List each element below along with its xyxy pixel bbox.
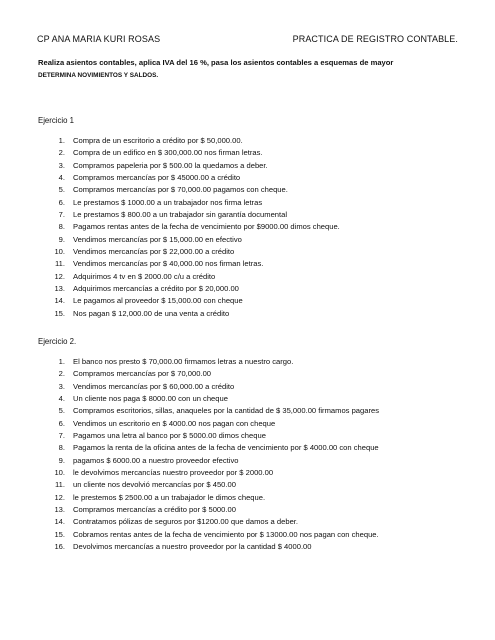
instructions-line-1: Realiza asientos contables, aplica IVA del 16 %, pasa los asientos contables a esquemas de mayor bbox=[38, 58, 394, 67]
item-text: Compramos mercancías por $ 70,000.00 pagamos con cheque. bbox=[73, 185, 288, 195]
list-item bbox=[38, 442, 475, 454]
list-item bbox=[38, 271, 475, 283]
item-number: 12. bbox=[54, 492, 65, 502]
item-text: Compramos mercancías por $ 45000.00 a crédito bbox=[73, 172, 241, 182]
item-number: 3. bbox=[58, 381, 65, 391]
item-text: pagamos $ 6000.00 a nuestro proveedor efectivo bbox=[73, 455, 239, 465]
item-number: 14. bbox=[54, 517, 65, 527]
item-number: 8. bbox=[58, 443, 65, 453]
item-number: 12. bbox=[54, 271, 65, 281]
instructions bbox=[38, 56, 465, 82]
item-number: 1. bbox=[58, 357, 65, 366]
item-text: un cliente nos devolvió mercancías por $ 450.00 bbox=[73, 480, 236, 490]
exercise-2-title: Ejercicio 2. bbox=[38, 337, 77, 346]
item-number: 14. bbox=[54, 296, 65, 306]
item-number: 11. bbox=[55, 259, 65, 269]
item-text: Devolvimos mercancías a nuestro proveedor por la cantidad $ 4000.00 bbox=[73, 541, 312, 551]
exercise-2-list bbox=[38, 356, 475, 553]
item-number: 4. bbox=[58, 172, 65, 182]
item-number: 15. bbox=[54, 529, 65, 539]
list-item bbox=[38, 405, 475, 417]
item-text: Vendimos mercancías por $ 15,000.00 en efectivo bbox=[73, 234, 242, 244]
exercise-1-title: Ejercicio 1 bbox=[38, 116, 74, 125]
exercise-1-list bbox=[38, 135, 475, 320]
list-item bbox=[38, 221, 475, 233]
item-text: Compramos mercancías por $ 70,000.00 bbox=[73, 369, 212, 379]
item-text: El banco nos presto $ 70,000.00 firmamos letras a nuestro cargo. bbox=[73, 357, 294, 366]
item-text: Vendimos mercancías por $ 22,000.00 a crédito bbox=[73, 246, 235, 256]
list-item bbox=[38, 258, 475, 270]
item-number: 10. bbox=[54, 246, 65, 256]
item-number: 7. bbox=[58, 430, 65, 440]
item-text: Le prestamos $ 1000.00 a un trabajador nos firma letras bbox=[73, 197, 263, 207]
list-item bbox=[38, 234, 475, 246]
item-text: Adquirimos mercancías a crédito por $ 20,000.00 bbox=[73, 283, 239, 293]
item-number: 5. bbox=[58, 406, 65, 416]
list-item bbox=[38, 455, 475, 467]
list-item bbox=[38, 516, 475, 528]
item-text: le prestemos $ 2500.00 a un trabajador le dimos cheque. bbox=[73, 492, 266, 502]
item-text: Contratamos pólizas de seguros por $1200.00 que damos a deber. bbox=[73, 517, 299, 527]
item-number: 13. bbox=[54, 283, 65, 293]
item-text: Compra de un escritorio a crédito por $ 50,000.00. bbox=[73, 136, 243, 145]
item-number: 9. bbox=[58, 234, 65, 244]
list-item bbox=[38, 430, 475, 442]
item-number: 9. bbox=[58, 455, 65, 465]
item-text: Pagamos rentas antes de la fecha de vencimiento por $9000.00 dimos cheque. bbox=[73, 222, 340, 232]
item-text: Compramos mercancías a crédito por $ 5000.00 bbox=[73, 504, 236, 514]
item-number: 8. bbox=[58, 222, 65, 232]
item-number: 15. bbox=[54, 308, 65, 318]
item-number: 10. bbox=[54, 467, 65, 477]
item-text: Vendimos mercancías por $ 40,000.00 nos firman letras. bbox=[73, 259, 264, 269]
item-number: 4. bbox=[58, 393, 65, 403]
list-item bbox=[38, 381, 475, 393]
item-number: 2. bbox=[58, 148, 65, 158]
page-header bbox=[37, 34, 458, 44]
item-text: Un cliente nos paga $ 8000.00 con un cheque bbox=[73, 393, 228, 403]
item-text: Cobramos rentas antes de la fecha de vencimiento por $ 13000.00 nos pagan con cheque. bbox=[73, 529, 379, 539]
list-item bbox=[38, 135, 475, 147]
document-title: PRACTICA DE REGISTRO CONTABLE. bbox=[292, 34, 458, 44]
item-text: Le prestamos $ 800.00 a un trabajador sin garantía documental bbox=[73, 209, 288, 219]
list-item bbox=[38, 295, 475, 307]
item-text: Nos pagan $ 12,000.00 de una venta a crédito bbox=[73, 308, 230, 318]
item-number: 6. bbox=[58, 418, 65, 428]
list-item bbox=[38, 541, 475, 553]
list-item bbox=[38, 504, 475, 516]
list-item bbox=[38, 246, 475, 258]
item-text: Pagamos una letra al banco por $ 5000.00 dimos cheque bbox=[73, 430, 266, 440]
list-item bbox=[38, 197, 475, 209]
list-item bbox=[38, 492, 475, 504]
item-number: 3. bbox=[58, 160, 65, 170]
list-item bbox=[38, 147, 475, 159]
item-text: Compramos papeleria por $ 500.00 la quedamos a deber. bbox=[73, 160, 268, 170]
item-text: Le pagamos al proveedor $ 15,000.00 con cheque bbox=[73, 296, 243, 306]
author-name: CP ANA MARIA KURI ROSAS bbox=[37, 34, 161, 44]
list-item bbox=[38, 418, 475, 430]
list-item bbox=[38, 467, 475, 479]
list-item bbox=[38, 368, 475, 380]
item-text: Compramos escritorios, sillas, anaqueles por la cantidad de $ 35,000.00 firmamos pagares bbox=[73, 406, 380, 416]
list-item bbox=[38, 529, 475, 541]
list-item bbox=[38, 393, 475, 405]
item-text: Compra de un edifico en $ 300,000.00 nos firman letras. bbox=[73, 148, 263, 158]
list-item bbox=[38, 479, 475, 491]
item-number: 11. bbox=[55, 480, 65, 490]
list-item bbox=[38, 283, 475, 295]
list-item bbox=[38, 209, 475, 221]
item-text: Pagamos la renta de la oficina antes de la fecha de vencimiento por $ 4000.00 con cheque bbox=[73, 443, 379, 453]
item-number: 2. bbox=[58, 369, 65, 379]
list-item bbox=[38, 356, 475, 368]
item-text: Vendimos mercancías por $ 60,000.00 a crédito bbox=[73, 381, 235, 391]
instructions-line-2: DETERMINA NOVIMIENTOS Y SALDOS. bbox=[38, 72, 159, 79]
item-number: 6. bbox=[58, 197, 65, 207]
item-number: 1. bbox=[58, 136, 65, 145]
list-item bbox=[38, 184, 475, 196]
list-item bbox=[38, 160, 475, 172]
item-text: Adquirimos 4 tv en $ 2000.00 c/u a crédito bbox=[73, 271, 216, 281]
item-text: Vendimos un escritorio en $ 4000.00 nos pagan con cheque bbox=[73, 418, 276, 428]
item-number: 7. bbox=[58, 209, 65, 219]
item-text: le devolvimos mercancías nuestro proveedor por $ 2000.00 bbox=[73, 467, 274, 477]
item-number: 13. bbox=[54, 504, 65, 514]
list-item bbox=[38, 308, 475, 320]
item-number: 5. bbox=[58, 185, 65, 195]
list-item bbox=[38, 172, 475, 184]
item-number: 16. bbox=[54, 541, 65, 551]
